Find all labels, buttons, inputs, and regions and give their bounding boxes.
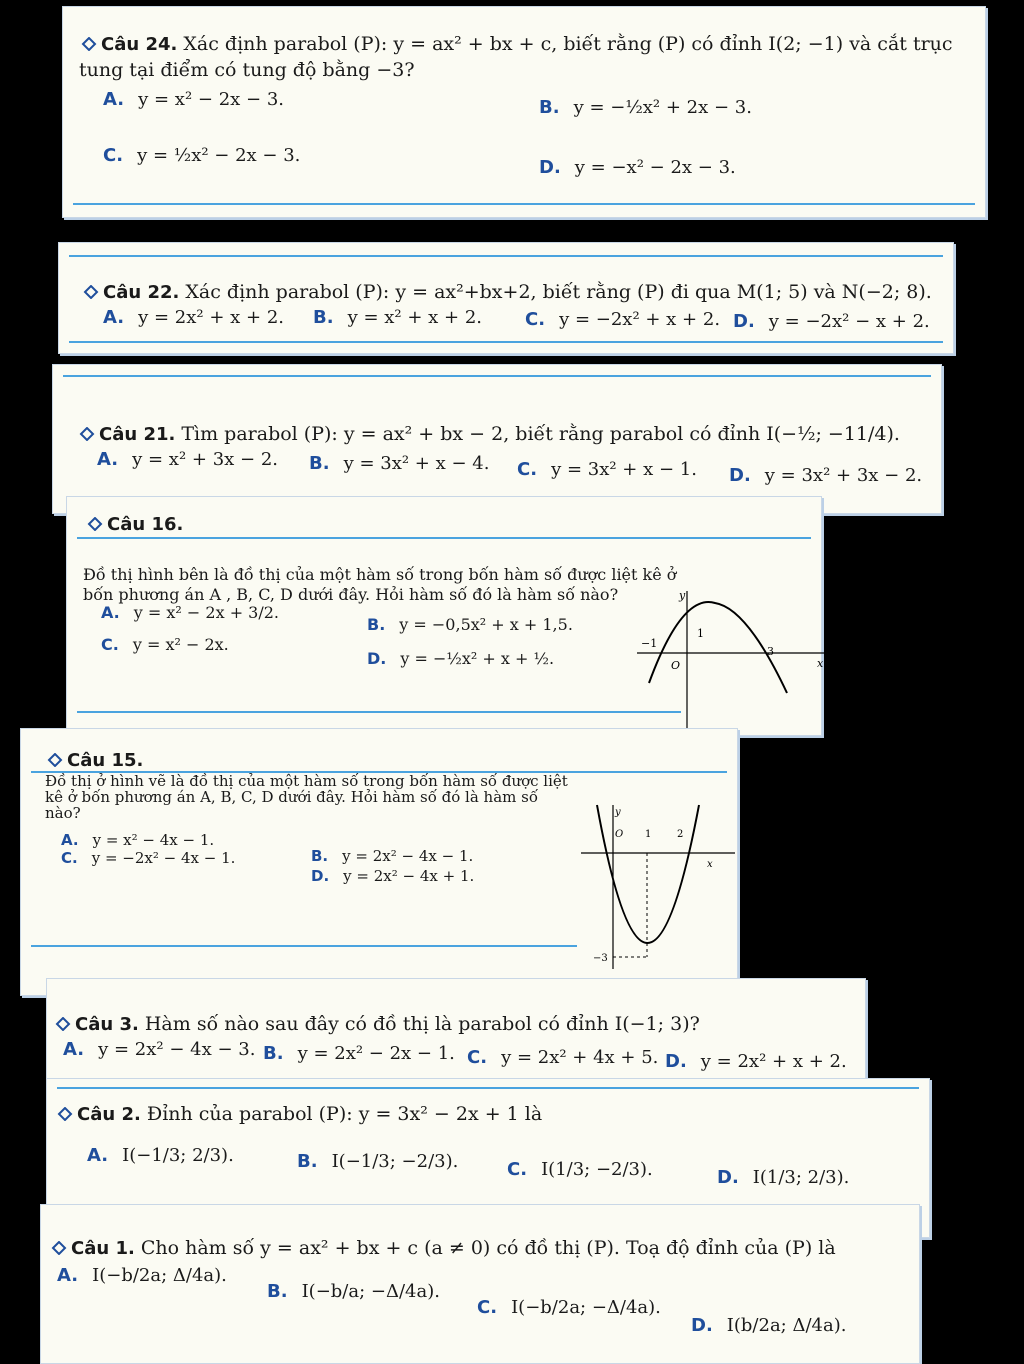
option-text: I(−1/3; 2/3). bbox=[122, 1145, 234, 1166]
question-card-21 bbox=[52, 364, 942, 514]
option-text: y = ½x² − 2x − 3. bbox=[137, 145, 301, 166]
option-letter: A. bbox=[57, 1265, 79, 1286]
option-letter: A. bbox=[63, 1039, 85, 1060]
option-a[interactable] bbox=[97, 449, 278, 470]
divider bbox=[69, 341, 943, 343]
tick-2: 2 bbox=[677, 829, 684, 840]
question-stem bbox=[55, 1013, 700, 1035]
question-text-line2: bốn phương án A , B, C, D dưới đây. Hỏi hàm số đó là hàm số nào? bbox=[83, 585, 619, 604]
x-label: x bbox=[817, 657, 824, 670]
option-a[interactable] bbox=[61, 831, 214, 849]
graph-q16 bbox=[637, 583, 827, 733]
question-text: Hàm số nào sau đây có đồ thị là parabol có đỉnh I(−1; 3)? bbox=[144, 1013, 700, 1035]
option-letter: A. bbox=[103, 307, 125, 328]
tick-minus1: −1 bbox=[641, 637, 658, 650]
origin-label: O bbox=[671, 659, 681, 672]
question-text-line2: kê ở bốn phương án A, B, C, D dưới đây. Hỏi hàm số đó là hàm số bbox=[45, 788, 539, 806]
option-letter: B. bbox=[313, 307, 334, 328]
divider bbox=[69, 255, 943, 257]
option-text: y = x² + 3x − 2. bbox=[132, 449, 278, 470]
option-letter: B. bbox=[311, 847, 329, 865]
option-letter: A. bbox=[103, 89, 125, 110]
option-letter: B. bbox=[267, 1281, 288, 1302]
question-label: Câu 22. bbox=[103, 282, 180, 303]
pencil-icon bbox=[83, 282, 99, 296]
option-text: y = 2x² − 4x − 1. bbox=[342, 847, 474, 865]
option-a[interactable] bbox=[57, 1265, 227, 1286]
tick-1: 1 bbox=[697, 627, 704, 640]
option-c[interactable] bbox=[61, 849, 235, 867]
option-a[interactable] bbox=[103, 307, 284, 328]
question-stem bbox=[47, 749, 143, 771]
x-label: x bbox=[707, 859, 713, 870]
option-letter: D. bbox=[717, 1167, 739, 1188]
question-text-line1: Đồ thị hình bên là đồ thị của một hàm số trong bốn hàm số được liệt kê ở bbox=[83, 565, 677, 584]
option-text: y = 2x² + 4x + 5. bbox=[501, 1047, 659, 1068]
question-stem-line2: tung tại điểm có tung độ bằng −3? bbox=[79, 59, 415, 81]
option-c[interactable] bbox=[101, 635, 229, 654]
option-text: y = −½x² + 2x − 3. bbox=[573, 97, 752, 118]
option-letter: B. bbox=[297, 1151, 318, 1172]
question-text-line1: Đồ thị ở hình vẽ là đồ thị của một hàm số trong bốn hàm số được liệt bbox=[45, 772, 568, 790]
option-letter: A. bbox=[87, 1145, 109, 1166]
option-d[interactable] bbox=[367, 649, 554, 668]
option-c[interactable] bbox=[103, 145, 300, 166]
question-card-1 bbox=[40, 1204, 920, 1364]
question-stem bbox=[51, 1237, 836, 1259]
divider bbox=[31, 945, 577, 947]
option-text: I(−b/a; −Δ/4a). bbox=[301, 1281, 440, 1302]
pencil-icon bbox=[55, 1014, 71, 1028]
question-stem bbox=[83, 281, 932, 303]
option-text: y = x² − 4x − 1. bbox=[92, 831, 215, 849]
option-text: y = −0,5x² + x + 1,5. bbox=[399, 615, 573, 634]
option-c[interactable] bbox=[477, 1297, 661, 1318]
option-a[interactable] bbox=[103, 89, 284, 110]
option-letter: C. bbox=[103, 145, 124, 166]
question-text bbox=[83, 565, 677, 605]
tick-3: 3 bbox=[767, 645, 774, 658]
option-d[interactable] bbox=[733, 311, 930, 332]
option-c[interactable] bbox=[467, 1047, 658, 1068]
divider bbox=[73, 203, 975, 205]
origin-label: O bbox=[615, 829, 624, 840]
question-label: Câu 15. bbox=[67, 750, 144, 771]
option-d[interactable] bbox=[539, 157, 736, 178]
option-text: y = −2x² + x + 2. bbox=[559, 309, 721, 330]
pencil-icon bbox=[57, 1104, 73, 1118]
option-a[interactable] bbox=[63, 1039, 255, 1060]
option-text: I(−b/2a; −Δ/4a). bbox=[511, 1297, 661, 1318]
question-label: Câu 21. bbox=[99, 424, 176, 445]
option-text: I(b/2a; Δ/4a). bbox=[726, 1315, 847, 1336]
question-text: Cho hàm số y = ax² + bx + c (a ≠ 0) có đồ thị (P). Toạ độ đỉnh của (P) là bbox=[140, 1237, 836, 1259]
option-letter: D. bbox=[691, 1315, 713, 1336]
option-letter: C. bbox=[101, 635, 119, 654]
question-card-22 bbox=[58, 242, 954, 354]
tick-minus3: −3 bbox=[593, 953, 608, 964]
option-text: y = x² − 2x + 3/2. bbox=[133, 603, 280, 622]
pencil-icon bbox=[51, 1238, 67, 1252]
option-text: I(−b/2a; Δ/4a). bbox=[92, 1265, 227, 1286]
option-b[interactable] bbox=[313, 307, 482, 328]
option-text: y = 2x² + x + 2. bbox=[700, 1051, 847, 1072]
option-text: y = 2x² + x + 2. bbox=[138, 307, 284, 328]
question-text-line3: nào? bbox=[45, 804, 81, 822]
question-label: Câu 3. bbox=[75, 1014, 139, 1035]
divider bbox=[77, 537, 811, 539]
question-stem bbox=[57, 1103, 542, 1125]
option-b[interactable] bbox=[297, 1151, 458, 1172]
option-letter: D. bbox=[733, 311, 755, 332]
tick-1: 1 bbox=[645, 829, 652, 840]
option-d[interactable] bbox=[311, 867, 474, 885]
option-letter: D. bbox=[729, 465, 751, 486]
option-text: I(1/3; −2/3). bbox=[541, 1159, 653, 1180]
option-text: y = −2x² − 4x − 1. bbox=[91, 849, 236, 867]
option-b[interactable] bbox=[367, 615, 573, 634]
option-b[interactable] bbox=[311, 847, 473, 865]
option-text: y = 2x² − 2x − 1. bbox=[297, 1043, 455, 1064]
question-label: Câu 24. bbox=[101, 34, 178, 55]
question-text: Tìm parabol (P): y = ax² + bx − 2, biết rằng parabol có đỉnh I(−½; −11/4). bbox=[181, 423, 900, 445]
option-d[interactable] bbox=[665, 1051, 847, 1072]
option-text: y = −x² − 2x − 3. bbox=[574, 157, 736, 178]
option-d[interactable] bbox=[729, 465, 922, 486]
option-c[interactable] bbox=[517, 459, 697, 480]
divider bbox=[57, 1087, 919, 1089]
option-b[interactable] bbox=[263, 1043, 455, 1064]
question-card-24 bbox=[62, 6, 986, 218]
question-card-16 bbox=[66, 496, 822, 736]
question-text: Xác định parabol (P): y = ax² + bx + c, biết rằng (P) có đỉnh I(2; −1) và cắt trục bbox=[183, 33, 953, 55]
graph-q15 bbox=[567, 801, 737, 971]
option-letter: C. bbox=[467, 1047, 488, 1068]
option-letter: B. bbox=[539, 97, 560, 118]
option-text: I(−1/3; −2/3). bbox=[331, 1151, 459, 1172]
option-b[interactable] bbox=[267, 1281, 440, 1302]
option-text: y = x² − 2x. bbox=[132, 635, 229, 654]
option-letter: B. bbox=[263, 1043, 284, 1064]
pencil-icon bbox=[87, 514, 103, 528]
option-a[interactable] bbox=[101, 603, 279, 622]
option-a[interactable] bbox=[87, 1145, 234, 1166]
option-text: y = 3x² + 3x − 2. bbox=[764, 465, 923, 486]
question-label: Câu 2. bbox=[77, 1104, 141, 1125]
option-text: y = x² + x + 2. bbox=[347, 307, 482, 328]
option-letter: C. bbox=[507, 1159, 528, 1180]
option-letter: A. bbox=[61, 831, 79, 849]
y-label: y bbox=[615, 807, 621, 818]
option-text: y = x² − 2x − 3. bbox=[138, 89, 284, 110]
option-text: y = 3x² + x − 4. bbox=[343, 453, 490, 474]
pencil-icon bbox=[81, 34, 97, 48]
question-stem bbox=[81, 33, 953, 55]
option-letter: A. bbox=[101, 603, 120, 622]
y-label: y bbox=[679, 589, 686, 602]
option-text: y = −2x² − x + 2. bbox=[768, 311, 930, 332]
option-text: y = −½x² + x + ½. bbox=[400, 649, 555, 668]
option-letter: A. bbox=[97, 449, 119, 470]
pencil-icon bbox=[79, 424, 95, 438]
question-text: Xác định parabol (P): y = ax²+bx+2, biết rằng (P) đi qua M(1; 5) và N(−2; 8). bbox=[185, 281, 932, 303]
option-letter: C. bbox=[61, 849, 78, 867]
option-letter: D. bbox=[539, 157, 561, 178]
option-text: y = 2x² − 4x + 1. bbox=[343, 867, 475, 885]
option-d[interactable] bbox=[717, 1167, 849, 1188]
question-text bbox=[45, 773, 568, 821]
option-letter: C. bbox=[477, 1297, 498, 1318]
divider bbox=[77, 711, 681, 713]
option-d[interactable] bbox=[691, 1315, 846, 1336]
parabola bbox=[597, 805, 699, 943]
question-stem bbox=[79, 423, 900, 445]
question-card-15 bbox=[20, 728, 738, 996]
divider bbox=[63, 375, 931, 377]
option-letter: C. bbox=[525, 309, 546, 330]
option-b[interactable] bbox=[539, 97, 752, 118]
question-label: Câu 16. bbox=[107, 514, 184, 535]
option-letter: D. bbox=[665, 1051, 687, 1072]
option-letter: B. bbox=[367, 615, 386, 634]
option-letter: D. bbox=[367, 649, 387, 668]
option-text: y = 3x² + x − 1. bbox=[551, 459, 697, 480]
question-stem bbox=[87, 513, 183, 535]
question-text: Đỉnh của parabol (P): y = 3x² − 2x + 1 là bbox=[146, 1103, 543, 1125]
option-text: I(1/3; 2/3). bbox=[752, 1167, 850, 1188]
option-text: y = 2x² − 4x − 3. bbox=[98, 1039, 256, 1060]
option-c[interactable] bbox=[525, 309, 720, 330]
option-b[interactable] bbox=[309, 453, 489, 474]
option-letter: C. bbox=[517, 459, 538, 480]
option-c[interactable] bbox=[507, 1159, 653, 1180]
option-letter: B. bbox=[309, 453, 330, 474]
pencil-icon bbox=[47, 750, 63, 764]
question-label: Câu 1. bbox=[71, 1238, 135, 1259]
option-letter: D. bbox=[311, 867, 330, 885]
